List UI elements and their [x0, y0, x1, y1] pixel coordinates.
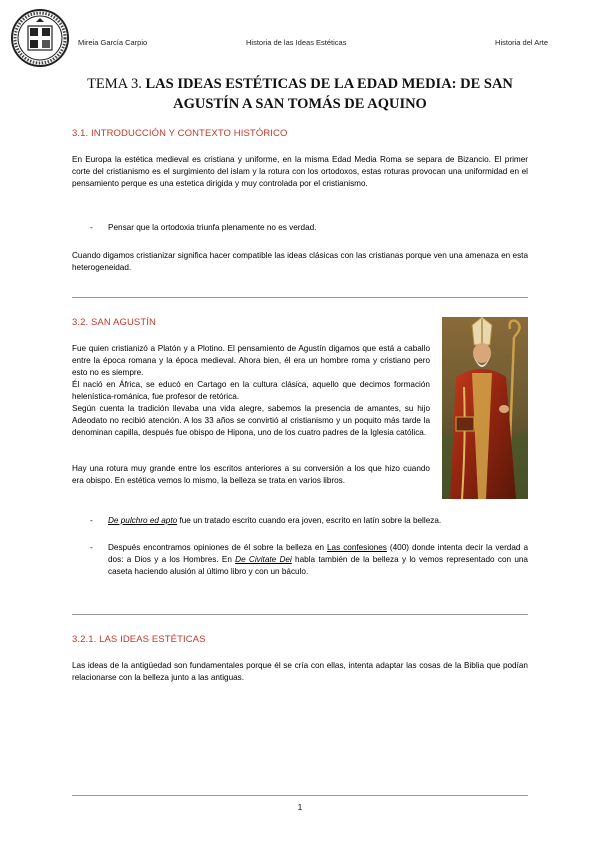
title-main: LAS IDEAS ESTÉTICAS DE LA EDAD MEDIA: DE SAN AGUSTÍN A SAN TOMÁS DE AQUINO [145, 76, 513, 112]
bullet-text [90, 515, 528, 527]
bullet-item [90, 515, 528, 527]
section-heading-ideas-esteticas: 3.2.1. LAS IDEAS ESTÉTICAS [72, 634, 206, 645]
bullet-item [90, 542, 528, 578]
saint-augustine-painting [442, 317, 528, 499]
paragraph: Él nació en África, se educó en Cartago en la cultura clásica, aquello que decimos formación helenística-románica, fue profesor de retórica. [72, 380, 430, 401]
document-title [72, 74, 528, 114]
paragraph: Según cuenta la tradición llevaba una vida alegre, sabemos la presencia de amantes, su hijo Adeodato no recibió atención. A los 33 años se convirtió al cristianismo y un poquito más tarde la denominan capilla, después fue obispo de Hipona, uno de los cuatro padres de la Iglesia católica. [72, 404, 430, 437]
divider [72, 297, 528, 298]
university-seal-logo [10, 8, 70, 68]
paragraph: En Europa la estética medieval es cristiana y uniforme, en la misma Edad Media Roma se separa de Bizancio. El primer corte del cristianismo es el surgimiento del islam y la rotura con los ortodoxos, estas roturas provocan una uniformidad en el pensamiento perque es una estetica dirigida y muy controlada por el cristianismo. [72, 155, 528, 188]
bullet-text-part: (400) donde intenta decir la verdad a dos: a Dios y a los Hombres. En [108, 543, 528, 564]
bullet-text-rest: fue un tratado escrito cuando era joven, escrito en latín sobre la belleza. [177, 516, 442, 525]
paragraph: Fue quien cristianizó a Platón y a Plotino. El pensamiento de Agustín digamos que está a caballo entre la época romana y la época medieval. Ahora bien, él era un hombre roma y cristiano pero esto no es siempre. [72, 344, 430, 377]
header-subject: Historia del Arte [495, 38, 548, 47]
header-course: Historia de las Ideas Estéticas [246, 38, 347, 47]
bullet-dash: - [90, 223, 93, 232]
book-title: De pulchro ed apto [108, 516, 178, 525]
bullet-dash: - [90, 516, 93, 525]
paragraph: Cuando digamos cristianizar significa hacer compatible las ideas clásicas con las cristianas porque ven una amenaza en esta heterogeneidad. [72, 251, 528, 272]
bullet-text: Pensar que la ortodoxia triunfa plenamente no es verdad. [108, 223, 317, 232]
bullet-item [90, 222, 528, 234]
paragraph: Hay una rotura muy grande entre los escritos anteriores a su conversión a los que hizo cuando era obispo. En estética vemos lo mismo, la belleza se trata en varios libros. [72, 464, 430, 485]
bullet-text-part: Después encontramos opiniones de él sobre la belleza en [108, 543, 327, 552]
title-prefix: TEMA 3. [87, 76, 142, 92]
bullet-text [90, 542, 528, 578]
divider [72, 614, 528, 615]
footer-divider [72, 795, 528, 796]
header-author: Mireia García Carpio [78, 38, 148, 47]
page-number: 1 [297, 803, 303, 812]
paragraph: Las ideas de la antigüedad son fundamentales porque él se cría con ellas, intenta adaptar las cosas de la Biblia que podían relacionarse con la belleza junto a las antiguas. [72, 661, 528, 682]
section-heading-introduccion: 3.1. INTRODUCCIÓN Y CONTEXTO HISTÓRICO [72, 128, 288, 139]
book-title: Las confesiones [327, 543, 387, 552]
bullet-text-part: habla también de la belleza y lo vemos representado con una caseta haciendo alusión al último libro y con un báculo. [108, 555, 528, 576]
section-heading-san-agustin: 3.2. SAN AGUSTÍN [72, 317, 156, 328]
book-title: De Civitate Dei [235, 555, 292, 564]
bullet-dash: - [90, 543, 93, 552]
